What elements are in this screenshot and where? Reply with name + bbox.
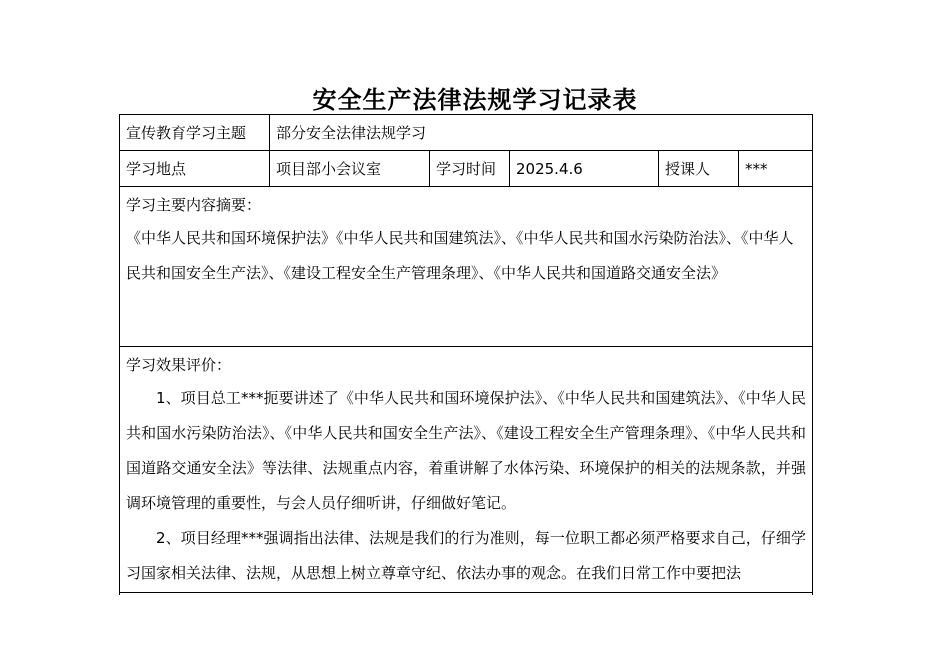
- summary-label: 学习主要内容摘要：: [126, 196, 262, 214]
- time-value: 2025.4.6: [509, 151, 658, 186]
- time-label: 学习时间: [429, 151, 509, 186]
- info-row: [120, 151, 812, 187]
- evaluation-paragraph-1: 1、项目总工***扼要讲述了《中华人民共和国环境保护法》、《中华人民共和国建筑法》、《中华人民共和国水污染防治法》、《中华人民共和国安全生产法》、《建设工程安全生产管理条理》、《中华人民共和国道路交通安全法》等法律、法规重点内容，着重讲解了水体污染、环境保护的相关的法规条款，并强调环境管理的重要性，与会人员仔细听讲，仔细做好笔记。: [126, 389, 806, 512]
- theme-value: 部分安全法律法规学习: [269, 115, 812, 150]
- theme-label: 宣传教育学习主题: [126, 124, 247, 142]
- table-bottom-border: [119, 592, 813, 593]
- location-value: 项目部小会议室: [269, 151, 429, 186]
- evaluation-label: 学习效果评价：: [126, 356, 232, 374]
- summary-section: [120, 187, 812, 347]
- theme-row: [120, 115, 812, 151]
- summary-text: 《中华人民共和国环境保护法》《中华人民共和国建筑法》、《中华人民共和国水污染防治法》、《中华人民共和国安全生产法》、《建设工程安全生产管理条理》、《中华人民共和国道路交通安全法》: [126, 229, 794, 282]
- evaluation-section: [120, 347, 812, 595]
- lecturer-value: ***: [738, 151, 812, 186]
- location-label: 学习地点: [126, 160, 187, 178]
- lecturer-label: 授课人: [658, 151, 738, 186]
- record-form: [119, 114, 813, 595]
- evaluation-paragraph-2: 2、项目经理***强调指出法律、法规是我们的行为准则，每一位职工都必须严格要求自己，仔细学习国家相关法律、法规，从思想上树立尊章守纪、依法办事的观念。在我们日常工作中要把法: [126, 529, 806, 582]
- page-title: 安全生产法律法规学习记录表: [312, 86, 638, 114]
